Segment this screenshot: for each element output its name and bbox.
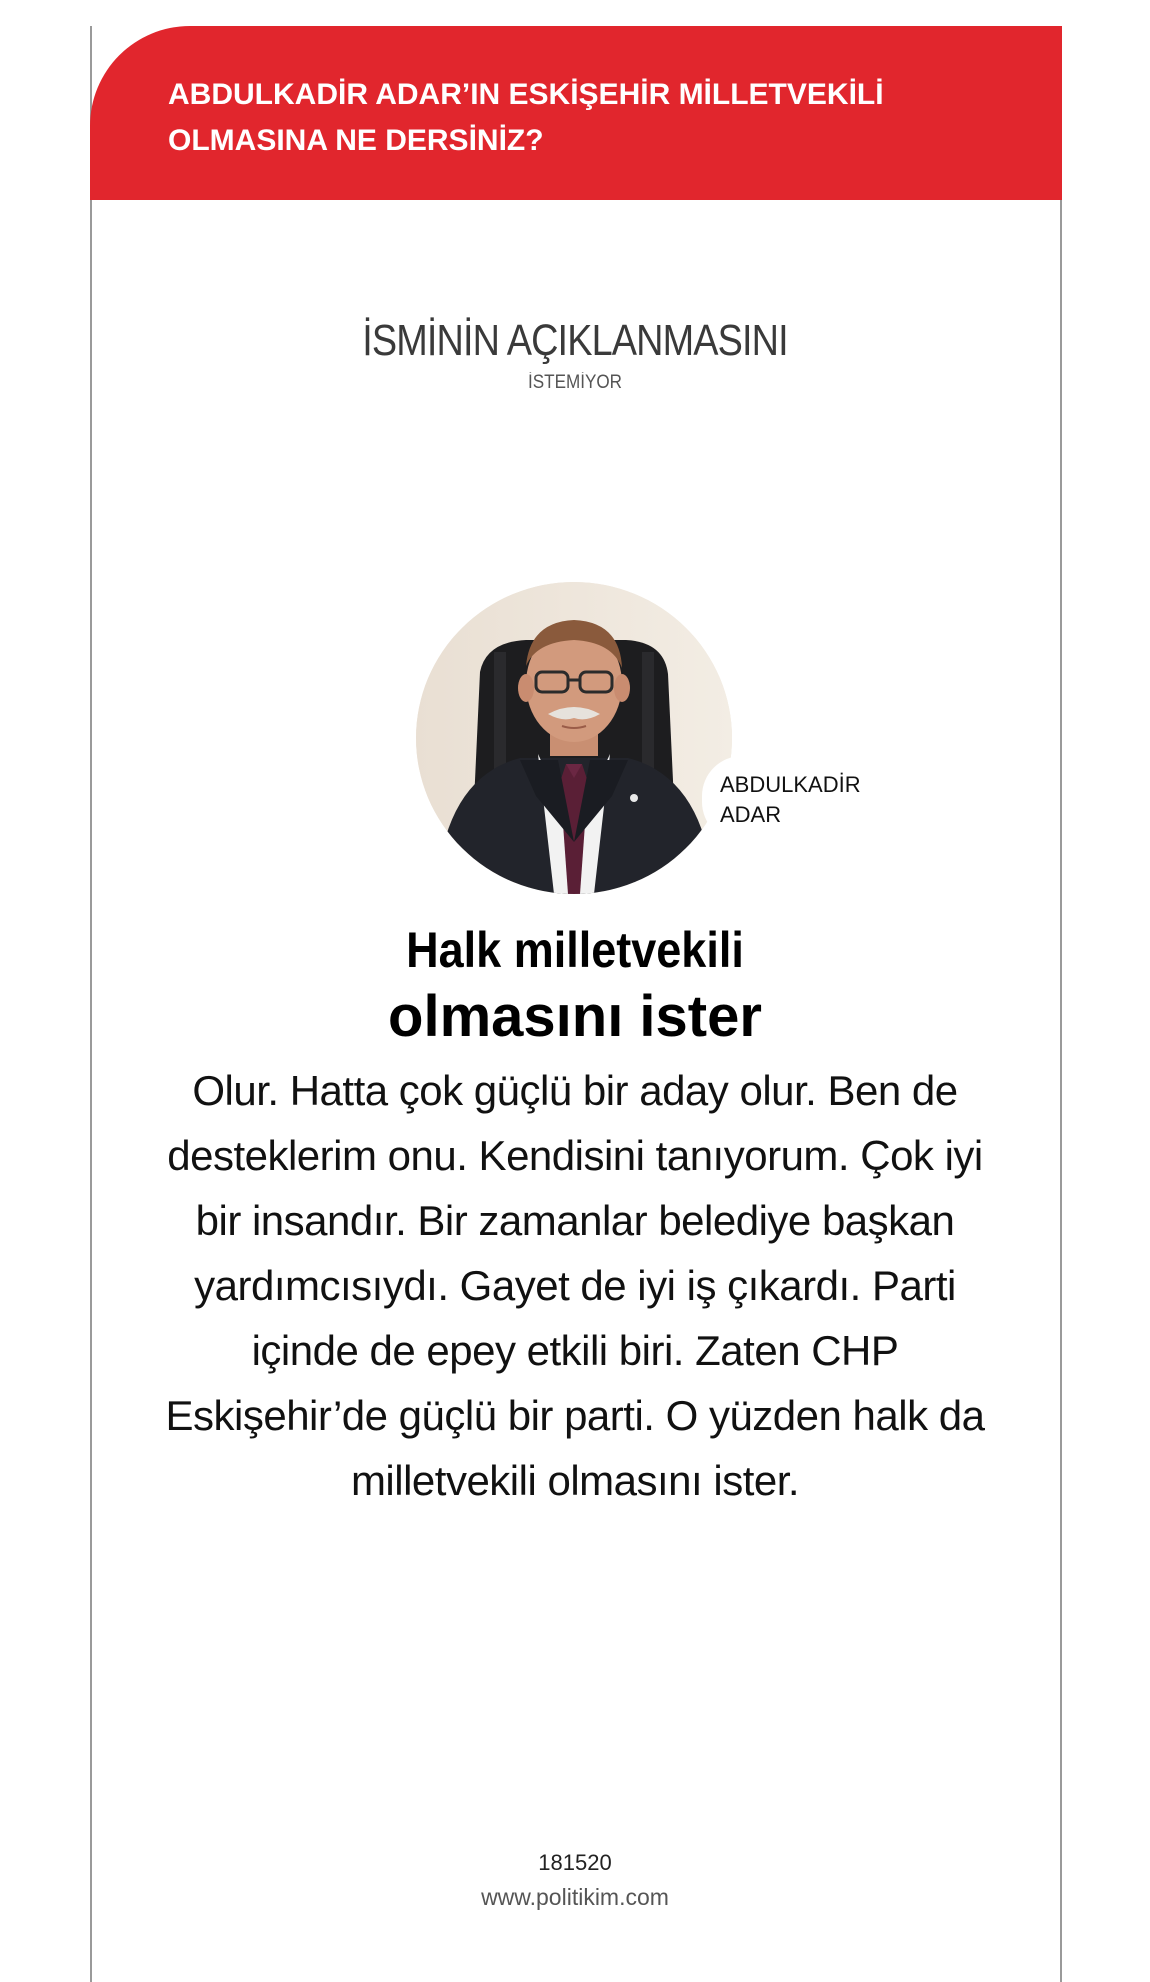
respondent-anonymous-label: İSMİNİN AÇIKLANMASINI — [362, 316, 788, 365]
answer-headline-line2: olmasını ister — [388, 984, 762, 1049]
question-title: ABDULKADİR ADAR’IN ESKİŞEHİR MİLLETVEKİLİ OLMASINA NE DERSİNİZ? — [168, 78, 884, 157]
respondent-anonymous-sublabel: İSTEMİYOR — [527, 372, 623, 393]
subject-photo — [416, 582, 732, 894]
answer-headline-line1: Halk milletvekili — [406, 922, 744, 978]
footer-website: www.politikim.com — [481, 1884, 669, 1910]
footer-number: 181520 — [538, 1850, 612, 1875]
answer-body: Olur. Hatta çok güçlü bir aday olur. Ben de desteklerim onu. Kendisini tanıyorum. Çok iyi bir insandır. Bir zamanlar belediye başkan yardımcısıydı. Gayet de iyi iş çıkardı. Parti içinde de epey etkili biri. Zaten CHP Eskişehir’de güçlü bir parti. O yüzden halk da milletvekili olmasını ister. — [165, 1067, 985, 1504]
portrait-photo-icon — [416, 582, 732, 894]
subject-name: ABDULKADİR ADAR — [720, 772, 861, 827]
